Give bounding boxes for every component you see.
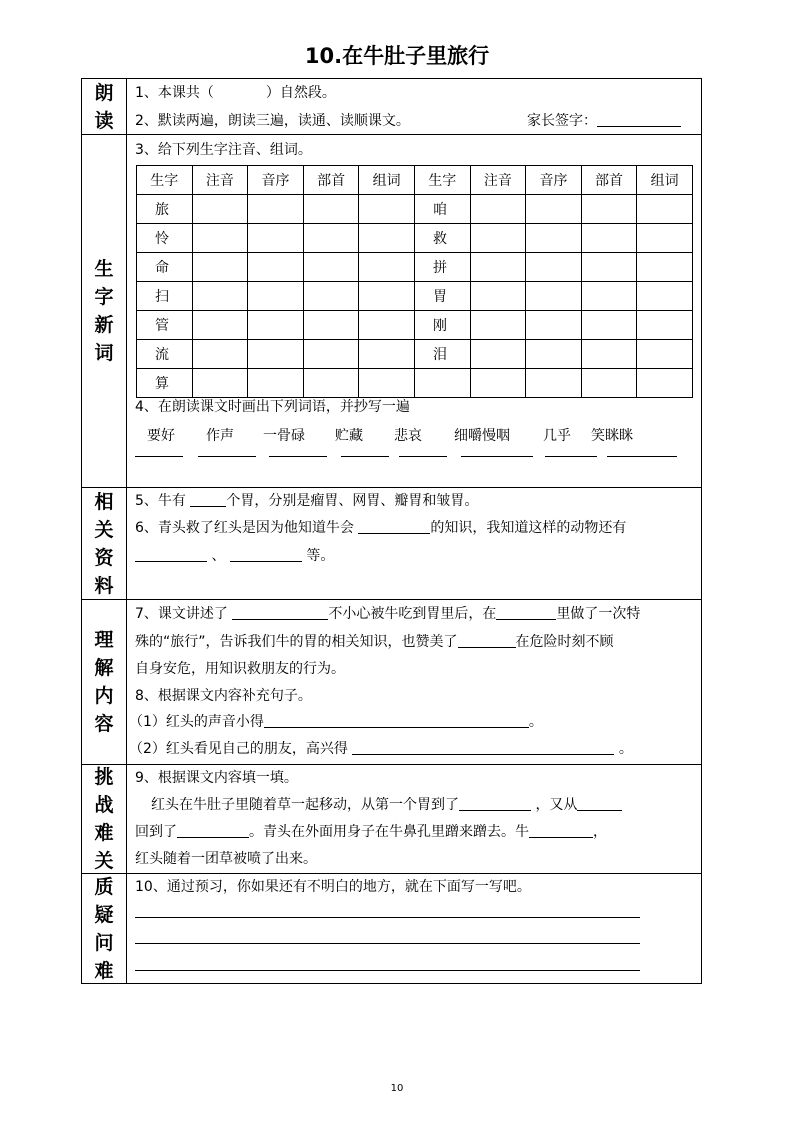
- column-header: 部首: [581, 166, 637, 195]
- table-row: [137, 369, 693, 398]
- table-header-row: [137, 166, 693, 195]
- character-cell: 旅: [137, 195, 193, 224]
- answer-cell[interactable]: [359, 311, 415, 340]
- character-cell: 拼: [414, 253, 470, 282]
- question-8: 8、根据课文内容补充句子。: [135, 688, 312, 704]
- answer-cell[interactable]: [248, 311, 304, 340]
- answer-cell[interactable]: [192, 253, 248, 282]
- answer-cell[interactable]: [581, 340, 637, 369]
- blank[interactable]: [529, 823, 593, 838]
- section-related-info: [82, 488, 701, 600]
- answer-cell[interactable]: [637, 195, 693, 224]
- blank[interactable]: [496, 605, 556, 620]
- word-item: 贮藏: [335, 428, 363, 444]
- question-1: 1、本课共（ ）自然段。: [135, 85, 336, 101]
- answer-cell[interactable]: [526, 253, 582, 282]
- question-7-line-3: 自身安危，用知识救朋友的行为。: [135, 661, 345, 677]
- blank[interactable]: [264, 713, 529, 728]
- answer-cell[interactable]: [303, 224, 359, 253]
- answer-cell[interactable]: [303, 253, 359, 282]
- answer-cell[interactable]: [470, 195, 526, 224]
- blank[interactable]: [177, 823, 249, 838]
- answer-cell[interactable]: [581, 253, 637, 282]
- answer-cell[interactable]: [303, 195, 359, 224]
- parent-signature: 家长签字：: [527, 112, 681, 130]
- answer-line[interactable]: [135, 969, 640, 971]
- answer-cell[interactable]: [581, 282, 637, 311]
- copy-blank[interactable]: [135, 455, 183, 457]
- copy-blank[interactable]: [198, 455, 256, 457]
- column-header: 注音: [470, 166, 526, 195]
- answer-cell[interactable]: [303, 369, 359, 398]
- question-7: 7、课文讲述了 不小心被牛吃到胃里后，在 里做了一次特: [135, 606, 641, 622]
- answer-cell[interactable]: [192, 369, 248, 398]
- answer-cell[interactable]: [359, 369, 415, 398]
- column-header: 音序: [248, 166, 304, 195]
- answer-cell[interactable]: [470, 282, 526, 311]
- answer-cell[interactable]: [192, 282, 248, 311]
- question-9: 9、根据课文内容填一填。: [135, 770, 298, 786]
- answer-cell[interactable]: [581, 311, 637, 340]
- answer-cell[interactable]: [248, 340, 304, 369]
- worksheet-table: [81, 78, 702, 984]
- answer-cell[interactable]: [359, 224, 415, 253]
- answer-cell[interactable]: [526, 340, 582, 369]
- character-table: [136, 165, 693, 398]
- blank[interactable]: [135, 547, 207, 562]
- blank[interactable]: [358, 519, 430, 534]
- answer-cell[interactable]: [303, 340, 359, 369]
- answer-cell[interactable]: [303, 311, 359, 340]
- table-row: [137, 253, 693, 282]
- copy-blank[interactable]: [399, 455, 447, 457]
- blank[interactable]: [352, 740, 614, 755]
- answer-cell[interactable]: [581, 195, 637, 224]
- question-3: 3、给下列生字注音、组词。: [135, 142, 312, 158]
- answer-cell[interactable]: [470, 311, 526, 340]
- column-header: 音序: [526, 166, 582, 195]
- answer-cell[interactable]: [248, 369, 304, 398]
- blank[interactable]: [232, 605, 328, 620]
- answer-cell[interactable]: [526, 195, 582, 224]
- question-4: 4、在朗读课文时画出下列词语，并抄写一遍: [135, 399, 410, 415]
- question-2: 2、默读两遍，朗读三遍，读通、读顺课文。: [135, 113, 410, 129]
- answer-cell[interactable]: [470, 253, 526, 282]
- copy-blank[interactable]: [269, 455, 327, 457]
- table-row: [137, 340, 693, 369]
- section-characters: [82, 135, 701, 488]
- copy-blank[interactable]: [461, 455, 533, 457]
- answer-cell[interactable]: [637, 369, 693, 398]
- answer-cell[interactable]: [581, 369, 637, 398]
- character-cell: 算: [137, 369, 193, 398]
- word-item: 要好: [147, 428, 175, 444]
- answer-cell[interactable]: [359, 195, 415, 224]
- copy-blank[interactable]: [607, 455, 677, 457]
- page-number: 10: [390, 1083, 404, 1094]
- question-7-line-2: 殊的“旅行”，告诉我们牛的胃的相关知识，也赞美了 在危险时刻不顾: [135, 634, 614, 650]
- answer-cell[interactable]: [637, 224, 693, 253]
- answer-cell[interactable]: [526, 282, 582, 311]
- answer-cell[interactable]: [192, 311, 248, 340]
- answer-cell[interactable]: [359, 282, 415, 311]
- word-item: 作声: [206, 428, 234, 444]
- answer-cell[interactable]: [303, 282, 359, 311]
- word-item: 笑眯眯: [591, 428, 633, 444]
- answer-cell[interactable]: [637, 340, 693, 369]
- word-item: 细嚼慢咽: [454, 428, 510, 444]
- answer-cell[interactable]: [526, 369, 582, 398]
- word-item: 悲哀: [394, 428, 422, 444]
- table-row: [137, 282, 693, 311]
- answer-cell[interactable]: [526, 311, 582, 340]
- answer-cell[interactable]: [470, 224, 526, 253]
- column-header: 生字: [137, 166, 193, 195]
- blank[interactable]: [458, 633, 516, 648]
- answer-cell[interactable]: [192, 340, 248, 369]
- character-cell: 流: [137, 340, 193, 369]
- question-6-cont: 、 等。: [135, 547, 334, 565]
- answer-cell[interactable]: [248, 195, 304, 224]
- page-title: 10.在牛肚子里旅行: [304, 44, 490, 68]
- section-read: [82, 79, 701, 135]
- character-cell: 救: [414, 224, 470, 253]
- column-header: 注音: [192, 166, 248, 195]
- section-label: 质疑问难: [82, 874, 127, 983]
- answer-cell[interactable]: [526, 224, 582, 253]
- signature-blank[interactable]: [597, 112, 681, 127]
- table-row: [137, 311, 693, 340]
- answer-cell[interactable]: [359, 253, 415, 282]
- question-8-1: （1）红头的声音小得 。: [129, 714, 543, 730]
- answer-cell[interactable]: [581, 224, 637, 253]
- column-header: 部首: [303, 166, 359, 195]
- character-cell: 胃: [414, 282, 470, 311]
- section-challenge: [82, 765, 701, 874]
- answer-cell[interactable]: [192, 195, 248, 224]
- answer-cell[interactable]: [470, 369, 526, 398]
- answer-cell[interactable]: [470, 340, 526, 369]
- character-cell: 咱: [414, 195, 470, 224]
- answer-cell[interactable]: [637, 311, 693, 340]
- section-questions: [82, 874, 701, 983]
- section-label: 挑战难关: [82, 765, 127, 873]
- column-header: 组词: [359, 166, 415, 195]
- section-label: 生字新词: [82, 135, 127, 487]
- answer-line[interactable]: [135, 942, 640, 944]
- column-header: 生字: [414, 166, 470, 195]
- answer-cell[interactable]: [359, 340, 415, 369]
- section-understanding: [82, 600, 701, 765]
- character-cell: 泪: [414, 340, 470, 369]
- section-label: 相关资料: [82, 488, 127, 599]
- word-item: 几乎: [543, 428, 571, 444]
- stomach-count-blank[interactable]: [190, 492, 226, 507]
- column-header: 组词: [637, 166, 693, 195]
- question-9-line-3: 红头随着一团草被喷了出来。: [135, 851, 317, 867]
- question-10: 10、通过预习，你如果还有不明白的地方，就在下面写一写吧。: [135, 879, 531, 895]
- copy-blank[interactable]: [341, 455, 389, 457]
- character-cell: 怜: [137, 224, 193, 253]
- blank[interactable]: [459, 796, 531, 811]
- section-label: 理解内容: [82, 600, 127, 764]
- question-5: 5、牛有 个胃，分别是瘤胃、网胃、瓣胃和皱胃。: [135, 493, 479, 509]
- answer-line[interactable]: [135, 916, 640, 918]
- answer-cell[interactable]: [637, 253, 693, 282]
- answer-cell[interactable]: [248, 224, 304, 253]
- blank[interactable]: [577, 796, 622, 811]
- answer-cell[interactable]: [248, 253, 304, 282]
- answer-cell[interactable]: [192, 224, 248, 253]
- question-9-line-1: 红头在牛肚子里随着草一起移动，从第一个胃到了 ，又从: [151, 796, 622, 814]
- question-8-2: （2）红头看见自己的朋友，高兴得 。: [129, 741, 633, 757]
- word-item: 一骨碌: [263, 428, 305, 444]
- character-cell: 刚: [414, 311, 470, 340]
- table-row: [137, 195, 693, 224]
- character-cell: 扫: [137, 282, 193, 311]
- table-row: [137, 224, 693, 253]
- blank[interactable]: [230, 547, 302, 562]
- question-6: 6、青头救了红头是因为他知道牛会 的知识，我知道这样的动物还有: [135, 520, 627, 536]
- character-cell: 管: [137, 311, 193, 340]
- answer-cell[interactable]: [637, 282, 693, 311]
- copy-blank[interactable]: [545, 455, 597, 457]
- section-label: 朗读: [82, 79, 127, 134]
- question-9-line-2: 回到了 。青头在外面用身子在牛鼻孔里蹭来蹭去。牛 ，: [135, 824, 607, 840]
- answer-cell[interactable]: [248, 282, 304, 311]
- character-cell: 命: [137, 253, 193, 282]
- character-cell: [414, 369, 470, 398]
